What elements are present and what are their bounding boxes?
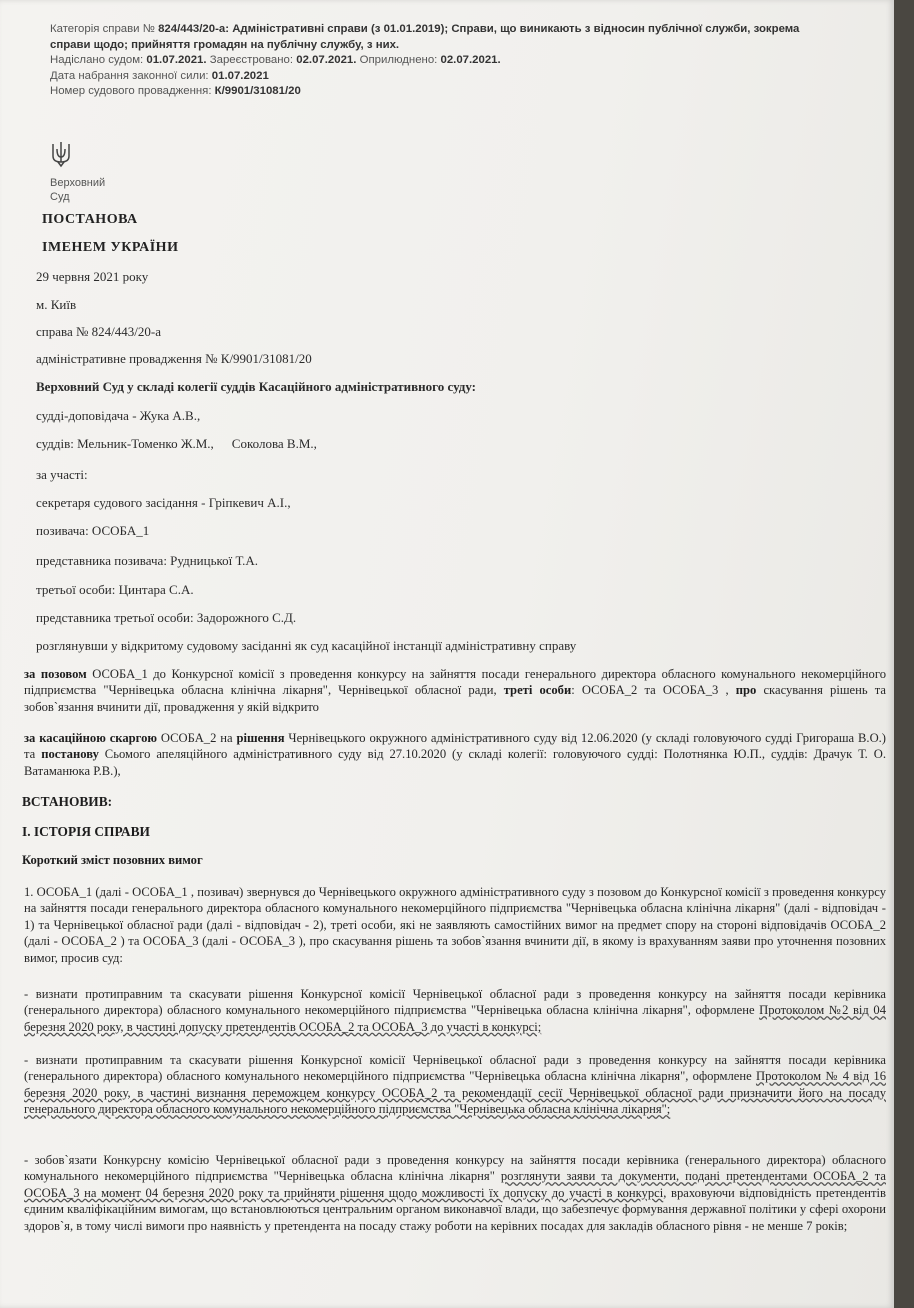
document-subtitle: ІМЕНЕМ УКРАЇНИ xyxy=(42,240,179,255)
established-heading: ВСТАНОВИВ: xyxy=(22,794,113,809)
claim-item-3-end: , враховуючи відповідність претендентів єдиним кваліфікаційним вимогам, що встановлюються центральним органом виконавчої влади, що забезпечує формування державної політики у сфері охорони здоров`я, в тому числі вимоги про наявність у претендента на посаду стажу роботи на керівних посадах для закладів обласного рівня - не менше 7 років; xyxy=(24,1185,886,1233)
judges-line xyxy=(36,436,317,452)
judges-second: Соколова В.М., xyxy=(231,436,317,451)
registered-label: Зареєстровано: xyxy=(209,54,294,67)
dates-line xyxy=(50,53,840,69)
registered-date: 02.07.2021. xyxy=(296,54,357,67)
category-line xyxy=(50,22,840,53)
proceeding-label: Номер судового провадження: xyxy=(50,85,212,98)
claim-text-1: ОСОБА_1 до Конкурсної комісії з проведення конкурсу на зайняття посади генерального директора обласного комунального некомерційного підприємства "Чернівецька обласна клінічна лікарня", Чернівецької обласної ради, xyxy=(24,667,886,698)
claim-item-1-text: - визнати протиправним та скасувати рішення Конкурсної комісії Чернівецької обласної ради з проведення конкурсу на зайняття посади керівника (генерального директора) обласного комунального некомерційного підприємства "Чернівецька обласна клінічна лікарня", оформлене xyxy=(24,987,886,1018)
participation-label: за участі: xyxy=(36,467,88,482)
case-number: справа № 824/443/20-а xyxy=(36,324,161,339)
court-name-line2: Суд xyxy=(50,191,70,203)
claim-item-2-text: - визнати протиправним та скасувати рішення Конкурсної комісії Чернівецької обласної ради з проведення конкурсу на зайняття посади керівника (генерального директора) обласного комунального некомерційного підприємства "Чернівецька обласна клінічна лікарня", оформлене xyxy=(24,1053,886,1084)
force-label: Дата набрання законної сили: xyxy=(50,69,209,82)
claim-item-3-text: - зобов`язати Конкурсну комісію Чернівецької обласної ради з проведення конкурсу на зайняття посади керівника (генерального директора) обласного комунального некомерційного підприємства "Чернівецька обласна клінічна лікарня" xyxy=(24,1153,886,1184)
published-date: 02.07.2021. xyxy=(440,54,501,67)
claim-paragraph xyxy=(24,666,886,715)
judge-rapporteur: судді-доповідача - Жука А.В., xyxy=(36,408,201,423)
paragraph-1: 1. ОСОБА_1 (далі - ОСОБА_1 , позивач) звернувся до Чернівецького окружного адміністративного суду з позовом до Конкурсної комісії з проведення конкурсу на зайняття посади генерального директора обласного комунального некомерційного підприємства "Чернівецька обласна клінічна лікарня" (далі - відповідач - 1) та Чернівецької обласної ради (далі - відповідач - 2), треті особи, які не заявляють самостійних вимог на предмет спору на стороні відповідачів ОСОБА_2 (далі - ОСОБА_2 ) та ОСОБА_3 (далі - ОСОБА_3 ), про скасування рішень та зобов`язання вчинити дії, в якому із врахуванням заяви про уточнення позовних вимог, просив суд: xyxy=(24,885,886,965)
claim-bold-1: за позовом xyxy=(24,667,87,681)
court-name-line1: Верховний xyxy=(50,177,106,189)
category-label: Категорія справи № xyxy=(50,23,155,35)
claim-text-2: : ОСОБА_2 та ОСОБА_3 , xyxy=(571,683,736,698)
appeal-paragraph xyxy=(24,730,886,779)
appeal-text-2: Чернівецького окружного адміністративного суду від 12.06.2020 (у складі головуючого судді Григораша В.О.) та xyxy=(24,731,887,762)
appeal-text-1: ОСОБА_2 на xyxy=(157,731,237,745)
claim-item-2 xyxy=(24,1052,886,1118)
trident-emblem-icon xyxy=(50,140,72,168)
panel-composition: Верховний Суд у складі колегії суддів Касаційного адміністративного суду: xyxy=(36,379,476,394)
judges-first: суддів: Мельник-Томенко Ж.М., xyxy=(36,436,214,451)
section-heading: І. ІСТОРІЯ СПРАВИ xyxy=(22,824,150,839)
plaintiff: позивача: ОСОБА_1 xyxy=(36,523,150,538)
published-label: Оприлюднено: xyxy=(359,54,438,67)
appeal-bold-3: постанову xyxy=(41,747,99,762)
sent-date: 01.07.2021. xyxy=(146,54,207,67)
court-name xyxy=(50,176,105,204)
claim-item-3-underlined: розглянути заяви та документи, подані претендентами ОСОБА_2 та ОСОБА_3 на момент 04 березня 2020 року та прийняти рішення щодо можливості їх допуску до участі в конкурсі xyxy=(24,1169,886,1200)
claim-bold-3: про xyxy=(735,683,757,698)
city: м. Київ xyxy=(36,297,77,312)
force-line xyxy=(50,69,840,85)
claim-item-1-underlined: Протоколом №2 від 04 березня 2020 року, в частині допуску претендентів ОСОБА_2 та ОСОБА_3 до участі в конкурсі; xyxy=(24,1003,886,1034)
claim-bold-2: треті особи xyxy=(503,683,572,698)
section-subheading: Короткий зміст позовних вимог xyxy=(22,853,203,867)
appeal-bold-2: рішення xyxy=(236,731,285,745)
claim-item-2-underlined: Протоколом № 4 від 16 березня 2020 року, в частині визнання переможцем конкурсу ОСОБА_2 та рекомендації сесії Чернівецької обласної ради призначити його на посаду генерального директора обласного комунального некомерційного підприємства "Чернівецька обласна клінічна лікарня"; xyxy=(24,1069,886,1117)
third-party: третьої особи: Цинтара С.А. xyxy=(36,582,194,597)
appeal-bold-1: за касаційною скаргою xyxy=(24,731,157,745)
claim-item-3 xyxy=(24,1152,886,1234)
sent-label: Надіслано судом: xyxy=(50,54,144,67)
proceeding-line xyxy=(50,84,840,100)
category-value: 824/443/20-а: Адміністративні справи (з 01.01.2019); Справи, що виникають з відносин публічної служби, зокрема справи щодо; прийняття громадян на публічну службу, з них. xyxy=(50,23,800,51)
third-party-representative: представника третьої особи: Задорожного С.Д. xyxy=(36,610,297,625)
claim-item-1 xyxy=(24,986,886,1035)
proceeding-number: адміністративне провадження № К/9901/31081/20 xyxy=(36,351,312,366)
background-edge xyxy=(894,0,914,1308)
document-title: ПОСТАНОВА xyxy=(42,212,138,227)
decision-date: 29 червня 2021 року xyxy=(36,269,149,284)
case-metadata xyxy=(50,22,840,100)
secretary: секретаря судового засідання - Гріпкевич А.І., xyxy=(36,495,291,510)
proceeding-value: К/9901/31081/20 xyxy=(214,85,301,98)
considered-line: розглянувши у відкритому судовому засіданні як суд касаційної інстанції адміністративну справу xyxy=(36,638,577,653)
claim-text-3: скасування рішень та зобов`язання вчинити дії, провадження у якій відкрито xyxy=(24,683,886,714)
force-date: 01.07.2021 xyxy=(211,69,269,82)
appeal-text-3: Сьомого апеляційного адміністративного суду від 27.10.2020 (у складі колегії: головуючого судді: Полотнянка Ю.П., суддів: Драчук Т. О. Ватаманюка Р.В.), xyxy=(24,747,886,778)
plaintiff-representative: представника позивача: Рудницької Т.А. xyxy=(36,553,259,568)
